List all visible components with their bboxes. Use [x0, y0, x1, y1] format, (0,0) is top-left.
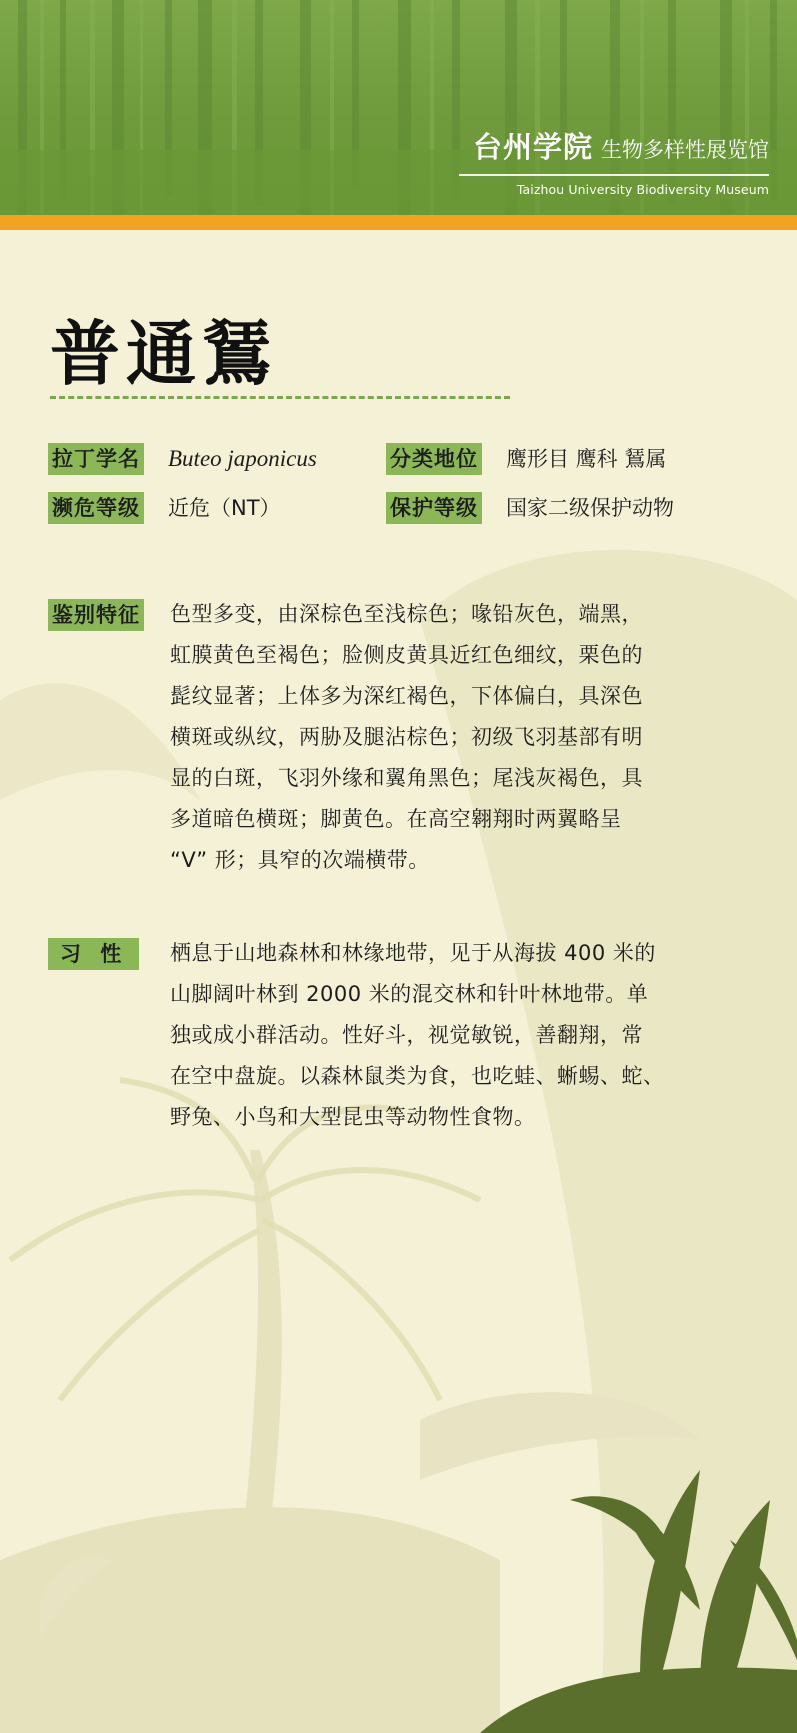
- features-line: 多道暗色横斑；脚黄色。在高空翱翔时两翼略呈: [170, 807, 622, 831]
- brand-english-name: Taizhou University Biodiversity Museum: [516, 182, 769, 197]
- protection-level-value: 国家二级保护动物: [506, 496, 674, 520]
- features-line: “V” 形；具窄的次端横带。: [170, 848, 430, 872]
- habits-line: 栖息于山地森林和林缘地带，见于从海拔 400 米的: [170, 941, 656, 965]
- habits-label: 习 性: [48, 938, 139, 970]
- features-line: 色型多变，由深棕色至浅棕色；喙铅灰色，端黑，: [170, 602, 643, 626]
- features-label: 鉴别特征: [48, 599, 144, 631]
- habits-text: [170, 933, 710, 1138]
- features-line: 横斑或纵纹，两胁及腿沾棕色；初级飞羽基部有明: [170, 725, 643, 749]
- habits-line: 在空中盘旋。以森林鼠类为食，也吃蛙、蜥蜴、蛇、: [170, 1064, 665, 1088]
- brand-name: 台州学院: [472, 130, 593, 164]
- latin-name-label: 拉丁学名: [48, 443, 144, 475]
- habits-line: 野兔、小鸟和大型昆虫等动物性食物。: [170, 1105, 536, 1129]
- endangered-level-label: 濒危等级: [48, 492, 144, 524]
- classification-value: 鹰形目 鹰科 鵟属: [506, 447, 667, 471]
- features-line: 髭纹显著；上体多为深红褐色，下体偏白，具深色: [170, 684, 643, 708]
- latin-name-value: Buteo japonicus: [168, 446, 317, 471]
- brand-subtitle: 生物多样性展览馆: [601, 138, 769, 162]
- features-line: 显的白斑，飞羽外缘和翼角黑色；尾浅灰褐色，具: [170, 766, 643, 790]
- habits-line: 独或成小群活动。性好斗，视觉敏锐，善翻翔，常: [170, 1023, 643, 1047]
- habits-line: 山脚阔叶林到 2000 米的混交林和针叶林地带。单: [170, 982, 649, 1006]
- features-text: [170, 594, 710, 881]
- protection-level-label: 保护等级: [386, 492, 482, 524]
- species-title: 普通鵟: [50, 313, 278, 395]
- features-line: 虹膜黄色至褐色；脸侧皮黄具近红色细纹，栗色的: [170, 643, 643, 667]
- title-dashed-divider: [50, 396, 510, 399]
- classification-label: 分类地位: [386, 443, 482, 475]
- endangered-level-value: 近危（NT）: [168, 496, 281, 520]
